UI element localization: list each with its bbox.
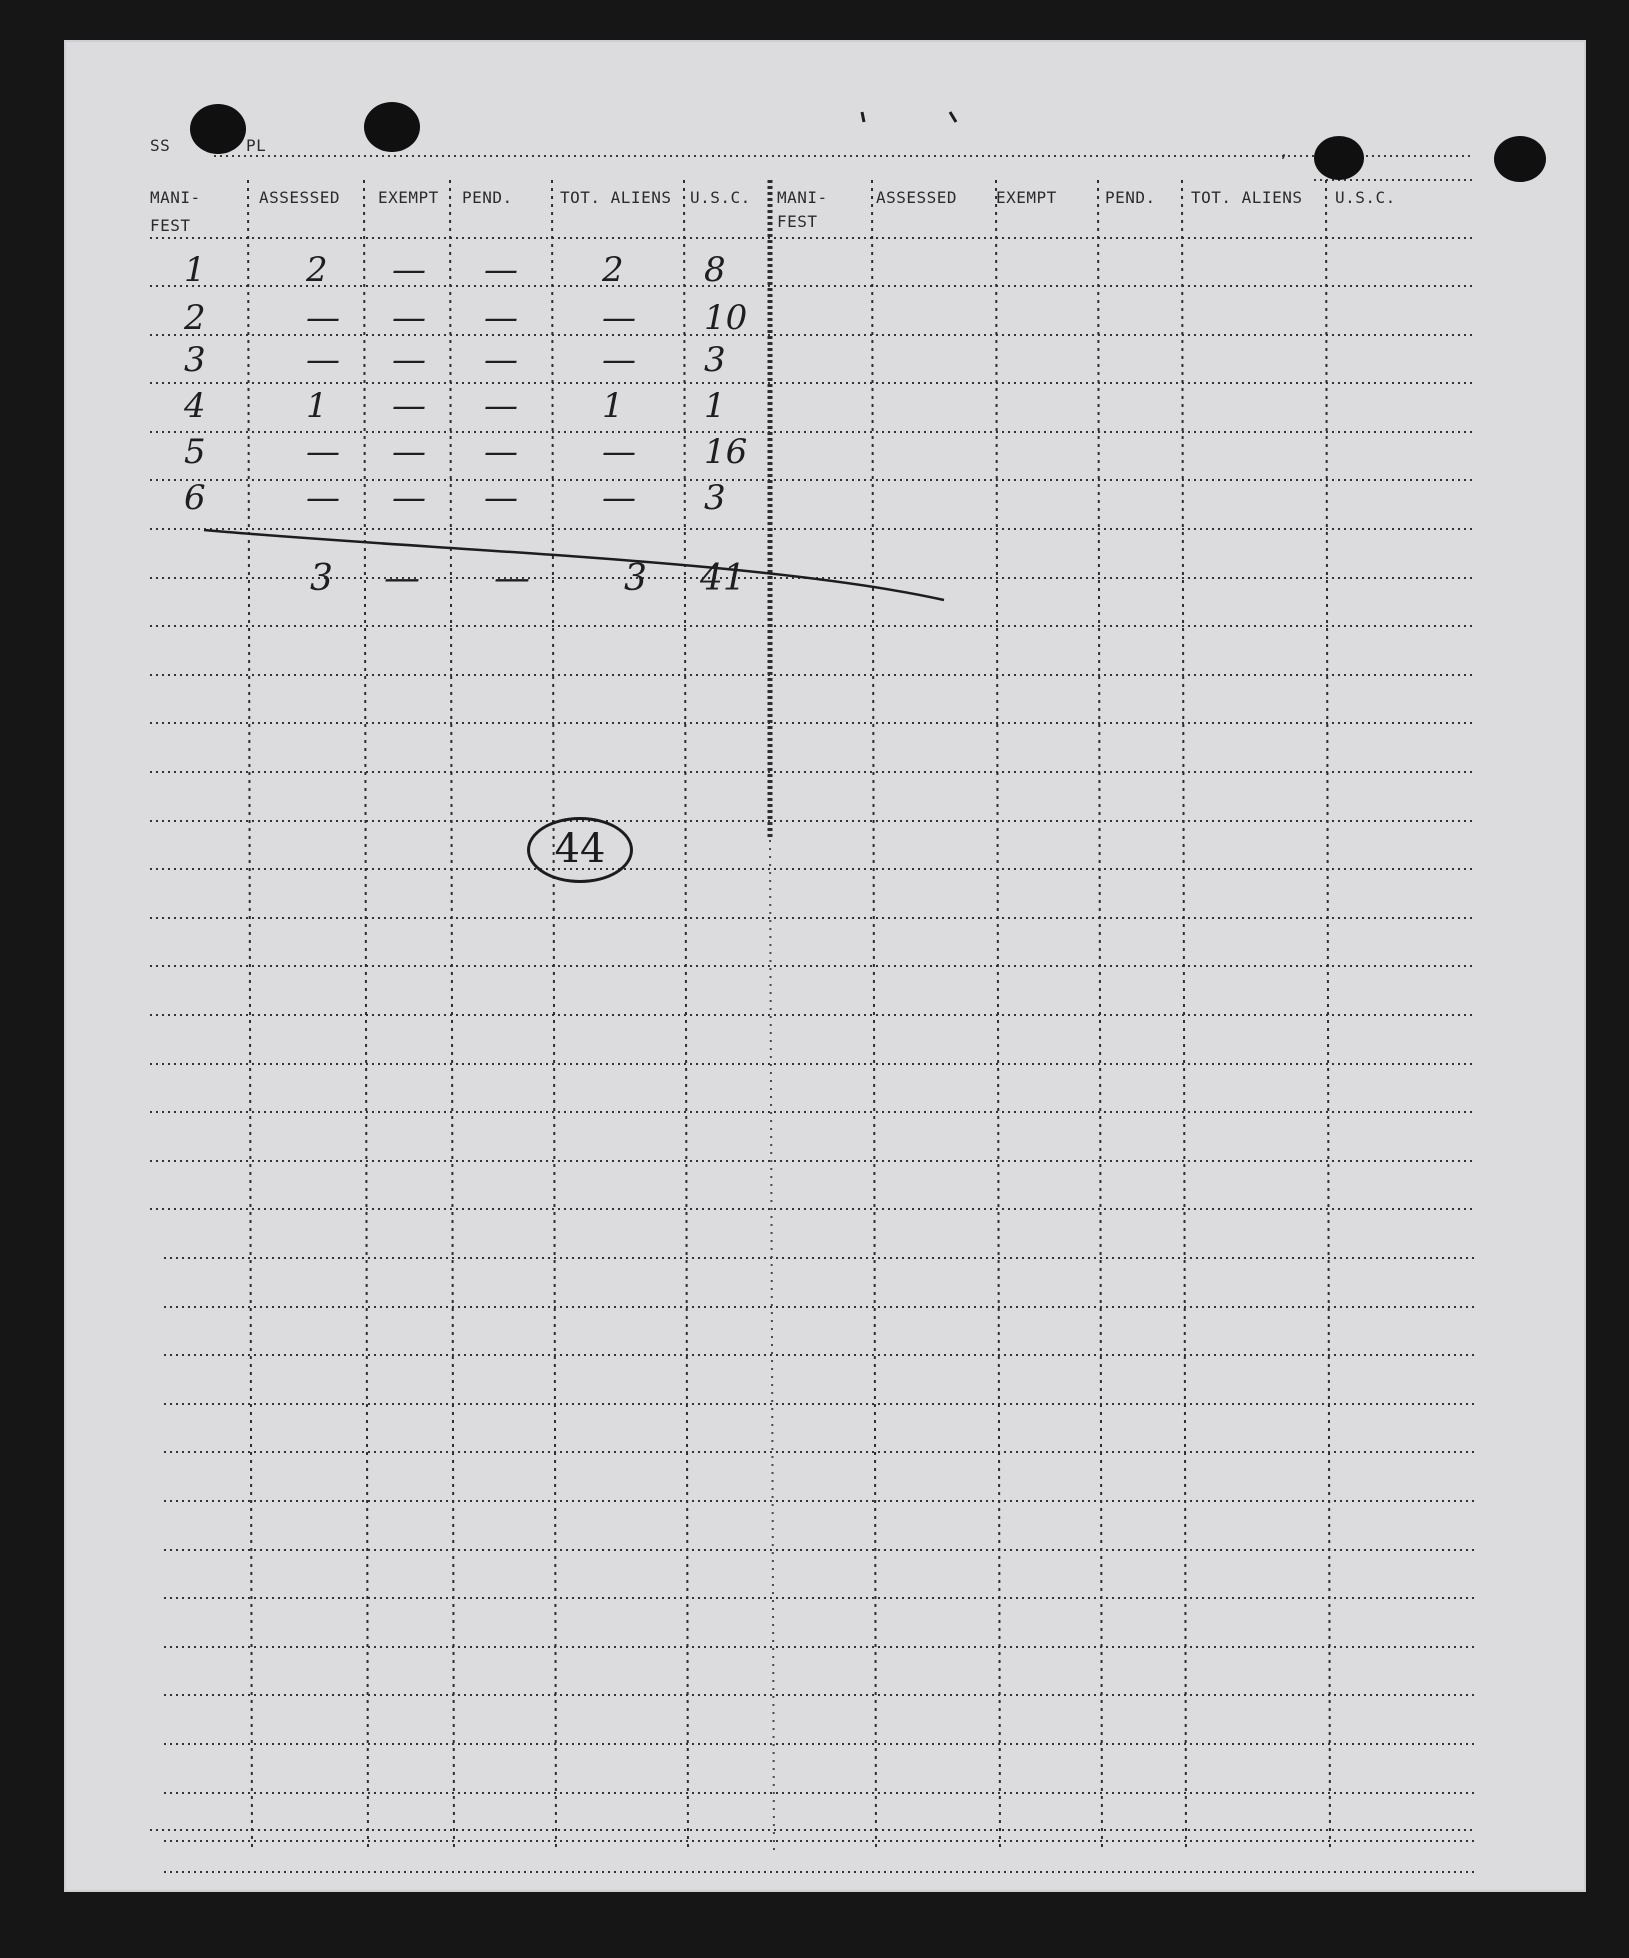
header-exempt-left: EXEMPT [378, 188, 439, 207]
handwritten-value: — [602, 478, 636, 518]
handwritten-value: — [494, 558, 530, 599]
handwritten-value: 41 [700, 558, 746, 599]
handwritten-value: 2 [602, 250, 624, 290]
handwritten-value: 1 [184, 250, 206, 290]
header-fest-left: FEST [150, 216, 191, 235]
ink-mark [862, 112, 864, 122]
handwritten-value: — [392, 432, 426, 472]
handwritten-value: — [484, 340, 518, 380]
header-pend-left: PEND. [462, 188, 513, 207]
header-usc-left: U.S.C. [690, 188, 751, 207]
punch-hole-right-2 [1494, 136, 1546, 182]
header-tot-aliens-left: TOT. ALIENS [560, 188, 672, 207]
handwritten-value: — [484, 298, 518, 338]
handwritten-value: — [306, 432, 340, 472]
punch-hole-left [190, 104, 246, 154]
header-exempt-right: EXEMPT [996, 188, 1057, 207]
handwritten-value: — [306, 478, 340, 518]
center-divider-lower [770, 840, 774, 1852]
handwritten-value: — [306, 340, 340, 380]
ink-mark [950, 112, 956, 122]
handwritten-value: — [392, 386, 426, 426]
handwritten-value: 3 [184, 340, 206, 380]
handwritten-value: 1 [602, 386, 624, 426]
handwritten-value: 16 [704, 432, 748, 472]
header-assessed-right: ASSESSED [876, 188, 958, 207]
handwritten-value: 8 [704, 250, 726, 290]
pl-label: PL [246, 136, 267, 155]
handwritten-value: 1 [306, 386, 328, 426]
punch-hole-right-1 [1314, 136, 1364, 180]
column-rule [872, 180, 876, 1852]
handwritten-value: 5 [184, 432, 206, 472]
handwritten-value: — [392, 250, 426, 290]
handwritten-value: — [306, 298, 340, 338]
handwritten-value: 3 [310, 558, 333, 599]
header-assessed-left: ASSESSED [259, 188, 341, 207]
circled-total [527, 817, 633, 883]
handwritten-value: — [484, 432, 518, 472]
header-manifest-right: MANI- [777, 188, 828, 207]
handwritten-value: 3 [704, 478, 726, 518]
header-tot-aliens-right: TOT. ALIENS [1191, 188, 1303, 207]
handwritten-value: — [384, 558, 420, 599]
handwritten-value: 6 [184, 478, 206, 518]
handwritten-value: — [484, 478, 518, 518]
handwritten-value: 1 [704, 386, 726, 426]
handwritten-value: — [602, 340, 636, 380]
handwritten-value: — [392, 298, 426, 338]
handwritten-value: — [602, 298, 636, 338]
handwritten-value: 3 [704, 340, 726, 380]
handwritten-value: — [392, 340, 426, 380]
handwritten-value: 4 [184, 386, 206, 426]
handwritten-value: — [484, 250, 518, 290]
handwritten-value: 2 [306, 250, 328, 290]
ruled-grid [64, 40, 1586, 1892]
handwritten-value: — [484, 386, 518, 426]
header-usc-right: U.S.C. [1335, 188, 1396, 207]
handwritten-value: 10 [704, 298, 748, 338]
header-manifest-left: MANI- [150, 188, 201, 207]
comma-mark: , [1279, 142, 1290, 161]
header-fest-right: FEST [777, 212, 818, 231]
manifest-sheet [64, 40, 1586, 1892]
column-rule [248, 180, 252, 1852]
handwritten-value: — [602, 432, 636, 472]
punch-hole-center [364, 102, 420, 152]
ss-label: SS [150, 136, 171, 155]
handwritten-value: — [392, 478, 426, 518]
circled-total-value: 44 [554, 826, 606, 872]
header-pend-right: PEND. [1105, 188, 1156, 207]
handwritten-value: 3 [624, 558, 647, 599]
handwritten-value: 2 [184, 298, 206, 338]
